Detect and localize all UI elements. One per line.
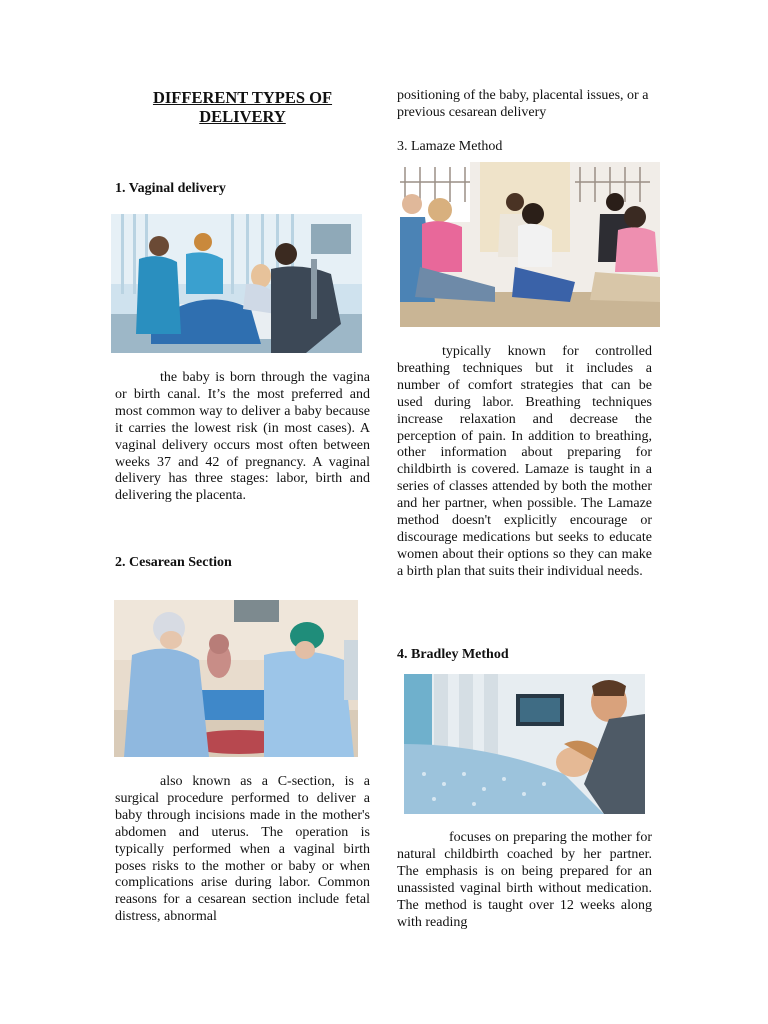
paragraph-cesarean-section-text: also known as a C-section, is a surgical procedure performed to deliver a baby through incisions made in the mother's abdomen and uterus. The operation is typically performed when a vaginal birth poses risks to the mother or baby or when complications arise during labor. Common reasons for a cesarean section include fetal distress, abnormal [115, 774, 370, 925]
paragraph-cesarean-continued: positioning of the baby, placental issues, or a previous cesarean delivery [397, 88, 649, 120]
heading-lamaze-method: 3. Lamaze Method [397, 139, 503, 154]
paragraph-vaginal-delivery [115, 370, 370, 505]
bradley-method-photo [404, 674, 645, 814]
paragraph-vaginal-delivery-text: the baby is born through the vagina or birth canal. It’s the most preferred and most common way to deliver a baby because it carries the lowest risk (in most cases). A vaginal delivery occurs most often between weeks 37 and 42 of pregnancy. A vaginal delivery has three stages: labor, birth and delivering the placenta. [115, 370, 370, 504]
right-column [397, 88, 652, 930]
page-title: DIFFERENT TYPES OF DELIVERY [152, 88, 333, 126]
vaginal-delivery-photo [111, 214, 362, 353]
paragraph-bradley-method [397, 830, 652, 931]
heading-vaginal-delivery: 1. Vaginal delivery [115, 181, 226, 196]
cesarean-section-photo [114, 600, 358, 757]
paragraph-bradley-method-text: focuses on preparing the mother for natural childbirth coached by her partner. The emphasis is on being prepared for an unassisted vaginal birth without medication. The method is taught over 12 weeks along with reading [397, 830, 652, 930]
left-column [115, 88, 370, 925]
paragraph-cesarean-section [115, 774, 370, 926]
heading-cesarean-section: 2. Cesarean Section [115, 555, 232, 570]
heading-bradley-method: 4. Bradley Method [397, 647, 509, 662]
lamaze-class-photo [400, 162, 660, 327]
paragraph-lamaze-method [397, 344, 652, 581]
paragraph-lamaze-method-text: typically known for controlled breathing techniques but it includes a number of comfort strategies that can be used during labor. Breathing techniques increase relaxation and decrease the perception of pain. In addition to breathing, other information about preparing for childbirth is covered. Lamaze is taught in a series of classes attended by both the mother and her partner, when possible. The Lamaze method doesn't explicitly encourage or discourage medications but seeks to educate women about their options so they can make a birth plan that suits their individual needs. [397, 344, 652, 579]
